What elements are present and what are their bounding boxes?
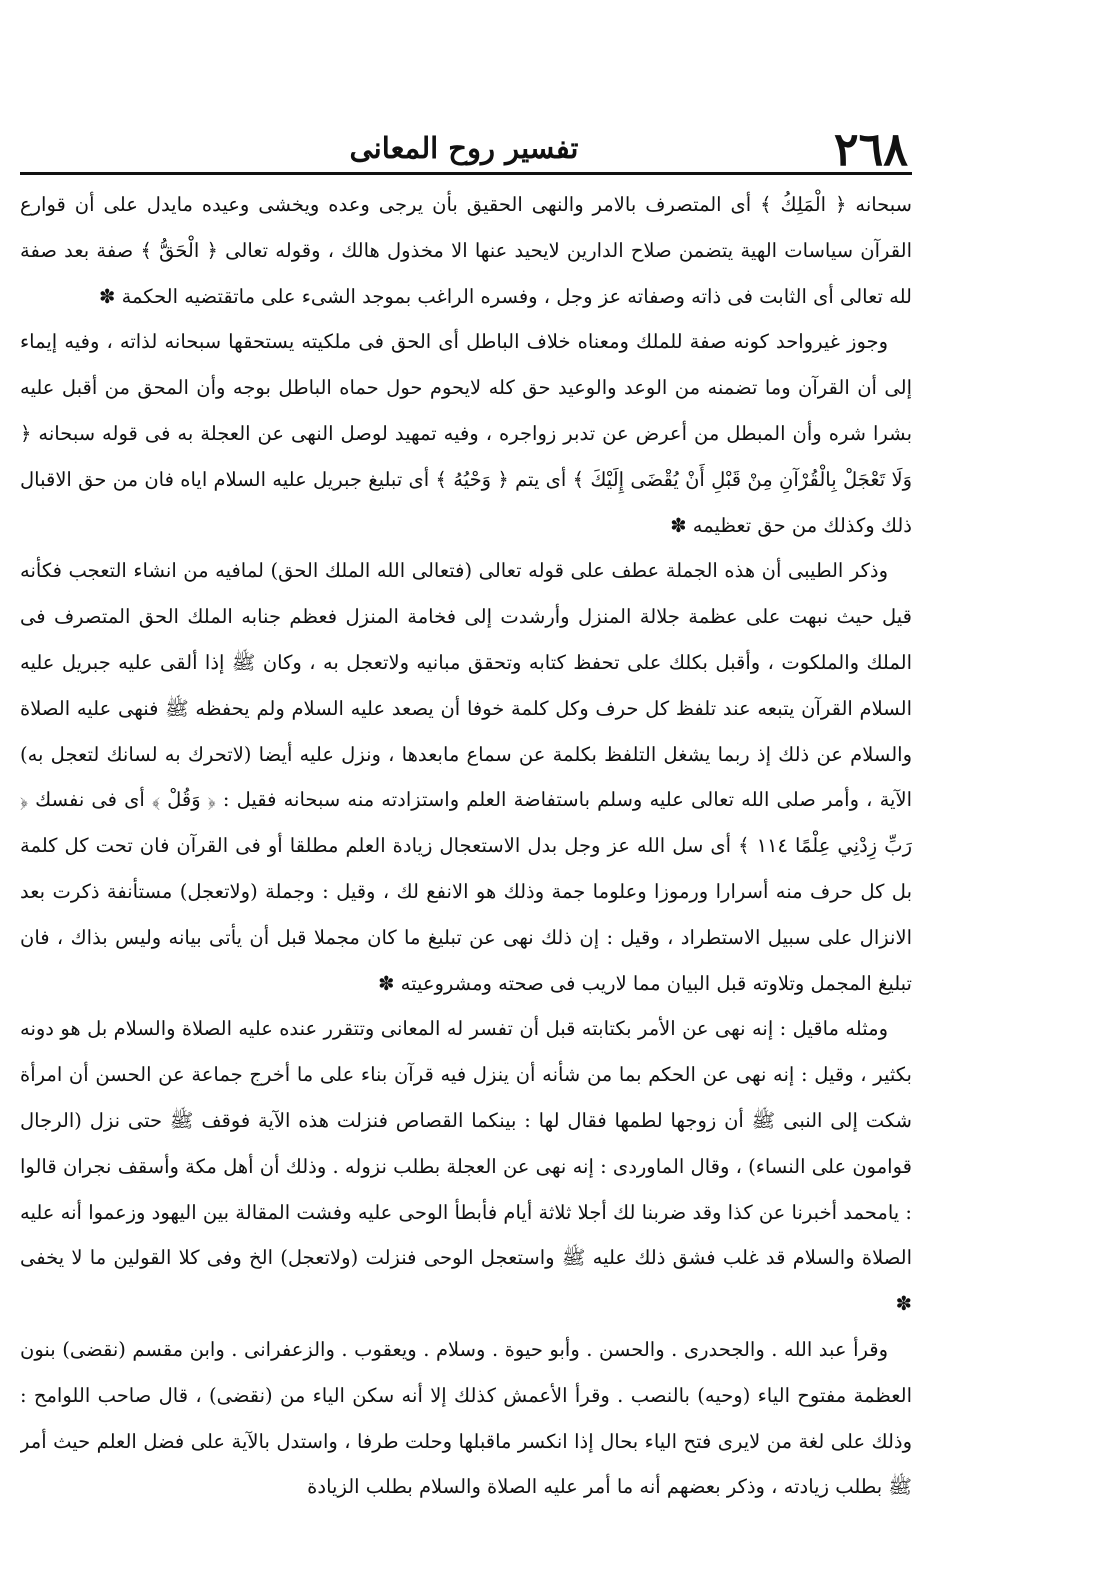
paragraph: سبحانه ﴿ الْمَلِكُ ﴾ أى المتصرف بالامر والنهى الحقيق بأن يرجى وعده ويخشى وعيده مايدل على أن قوارع القرآن سياسات الهية يتضمن صلاح الدارين لايحيد عنها الا مخذول هالك ، وقوله تعالى ﴿ الْحَقُّ ﴾ صفة بعد صفة لله تعالى أى الثابت فى ذاته وصفاته عز وجل ، وفسره الراغب بموجد الشىء على ماتقتضيه الحكمة ✽	[20, 193, 912, 308]
body-text	[20, 182, 912, 1512]
page-number: ٢٦٨	[833, 122, 908, 176]
paragraph: ومثله ماقيل : إنه نهى عن الأمر بكتابته قبل أن تفسر له المعانى وتتقرر عنده عليه الصلاة والسلام بل هو دونه بكثير ، وقيل : إنه نهى عن الحكم بما من شأنه أن ينزل فيه قرآن بناء على ما أخرج جماعة عن الحسن أن امرأة شكت إلى النبى ﷺ أن زوجها لطمها فقال لها : بينكما القصاص فنزلت هذه الآية فوقف ﷺ حتى نزل (الرجال قوامون على النساء) ، وقال الماوردى : إنه نهى عن العجلة بطلب نزوله . وذلك أن أهل مكة وأسقف نجران قالوا : يامحمد أخبرنا عن كذا وقد ضربنا لك أجلا ثلاثة أيام فأبطأ الوحى عليه وفشت المقالة بين اليهود وزعموا أنه عليه الصلاة والسلام قد غلب فشق ذلك عليه ﷺ واستعجل الوحى فنزلت (ولاتعجل) الخ وفى كلا القولين ما لا يخفى ✽	[20, 1017, 912, 1316]
paragraph: وذكر الطيبى أن هذه الجملة عطف على قوله تعالى (فتعالى الله الملك الحق) لمافيه من انشاء التعجب فكأنه قيل حيث نبهت على عظمة جلالة المنزل وأرشدت إلى فخامة المنزل فعظم جنابه الملك الحق المتصرف فى الملك والملكوت ، وأقبل بكلك على تحفظ كتابه وتحقق مبانيه ولاتعجل به ، وكان ﷺ إذا ألقى عليه جبريل عليه السلام القرآن يتبعه عند تلفظ كل حرف وكل كلمة خوفا أن يصعد عليه السلام ولم يحفظه ﷺ فنهى عليه الصلاة والسلام عن ذلك إذ ربما يشغل التلفظ بكلمة عن سماع مابعدها ، ونزل عليه أيضا (لاتحرك به لسانك لتعجل به) الآية ، وأمر صلى الله تعالى عليه وسلم باستفاضة العلم واستزادته منه سبحانه فقيل : ﴿ وَقُلْ ﴾ أى فى نفسك ﴿ رَبِّ زِدْنِي عِلْمًا ١١٤ ﴾ أى سل الله عز وجل بدل الاستعجال زيادة العلم مطلقا أو فى القرآن فان تحت كل كلمة بل كل حرف منه أسرارا ورموزا وعلوما جمة وذلك هو الانفع لك ، وقيل : وجملة (ولاتعجل) مستأنفة ذكرت بعد الانزال على سبيل الاستطراد ، وقيل : إن ذلك نهى عن تبليغ ما كان مجملا قبل أن يأتى بيانه وليس بذاك ، فان تبليغ المجمل وتلاوته قبل البيان مما لاريب فى صحته ومشروعيته ✽	[20, 559, 912, 995]
header-rule	[20, 172, 912, 175]
page-header	[18, 118, 910, 178]
paragraph: وقرأ عبد الله . والجحدرى . والحسن . وأبو حيوة . وسلام . ويعقوب . والزعفرانى . وابن مقسم (نقضى) بنون العظمة مفتوح الياء (وحيه) بالنصب . وقرأ الأعمش كذلك إلا أنه سكن الياء من (نقضى) ، قال صاحب اللوامح : وذلك على لغة من لايرى فتح الياء بحال إذا انكسر ماقبلها وحلت طرفا ، واستدل بالآية على فضل العلم حيث أمر ﷺ بطلب زيادته ، وذكر بعضهم أنه ما أمر عليه الصلاة والسلام بطلب الزيادة	[20, 1337, 912, 1499]
paragraph: وجوز غيرواحد كونه صفة للملك ومعناه خلاف الباطل أى الحق فى ملكيته يستحقها سبحانه لذاته ، وفيه إيماء إلى أن القرآن وما تضمنه من الوعد والوعيد حق كله لايحوم حول حماه الباطل بوجه وأن المحق من أقبل عليه بشرا شره وأن المبطل من أعرض عن تدبر زواجره ، وفيه تمهيد لوصل النهى عن العجلة به فى قوله سبحانه ﴿ وَلَا تَعْجَلْ بِالْقُرْآنِ مِنْ قَبْلِ أَنْ يُقْضَى إِلَيْكَ ﴾ أى يتم ﴿ وَحْيُهُ ﴾ أى تبليغ جبريل عليه السلام اياه فان من حق الاقبال ذلك وكذلك من حق تعظيمه ✽	[20, 330, 912, 537]
running-title: تفسير روح المعانى	[349, 131, 579, 165]
